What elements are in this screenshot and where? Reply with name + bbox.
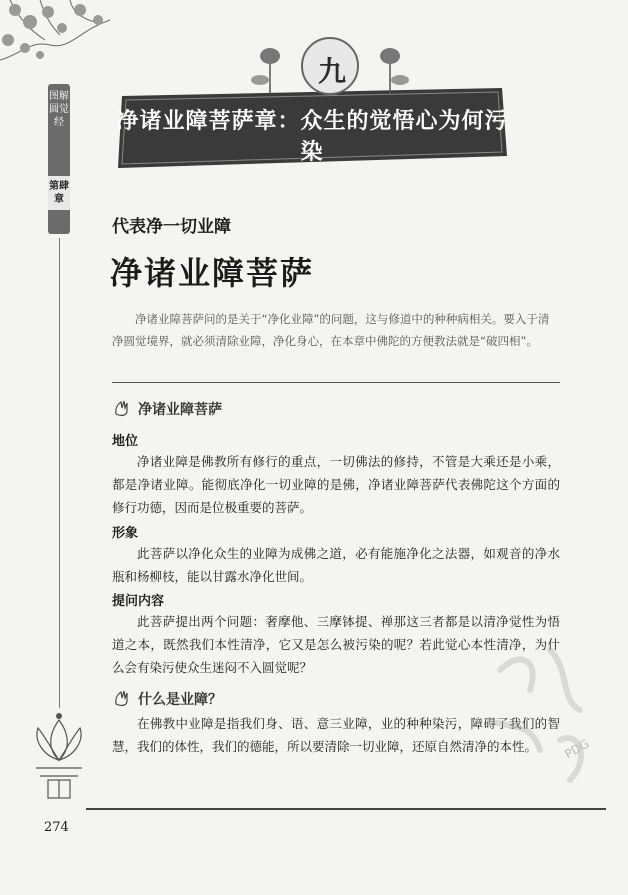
section-heading bbox=[112, 398, 222, 419]
section-heading-label: 什么是业障？ bbox=[138, 692, 222, 708]
book-name-label: 图解圆觉经 bbox=[49, 91, 69, 128]
page-number: 274 bbox=[44, 820, 69, 835]
watermark-stamp-icon bbox=[470, 630, 620, 790]
block-label: 形象 bbox=[112, 526, 139, 541]
side-divider bbox=[59, 238, 60, 708]
chapter-number: 九 bbox=[317, 55, 346, 88]
main-title: 净诸业障菩萨 bbox=[110, 254, 315, 292]
section-divider bbox=[112, 382, 560, 383]
chapter-side-tab bbox=[48, 84, 70, 234]
block-text: 此菩萨以净化众生的业障为成佛之道，必有能施净化之法器，如观音的净水瓶和杨柳枝，能以甘露水净化世间。 bbox=[112, 546, 560, 584]
section-heading-label: 净诸业障菩萨 bbox=[138, 402, 222, 418]
hand-mudra-icon bbox=[112, 688, 132, 708]
section-heading bbox=[112, 688, 222, 709]
block-text: 净诸业障是佛教所有修行的重点，一切佛法的修持，不管是大乘还是小乘，都是净诸业障。能彻底净化一切业障的是佛，净诸业障菩萨代表佛陀这个方面的修行功德，因而是位极重要的菩萨。 bbox=[112, 454, 560, 515]
block-label: 地位 bbox=[112, 434, 139, 449]
tree-ornament-icon bbox=[0, 0, 120, 80]
footer-rule bbox=[86, 808, 606, 810]
section-text: 在佛教中业障是指我们身、语、意三业障，业的种种染污，障碍了我们的智慧，我们的体性，我们的德能，所以要清除一切业障，还原自然清净的本性。 bbox=[112, 716, 560, 754]
chapter-title: 净诸业障菩萨章：众生的觉悟心为何污染 bbox=[116, 108, 508, 165]
block-label: 提问内容 bbox=[112, 594, 165, 609]
lotus-ornament-icon bbox=[28, 710, 90, 805]
kicker-text: 代表净一切业障 bbox=[112, 217, 231, 237]
block-text: 此菩萨提出两个问题：奢摩他、三摩钵提、禅那这三者都是以清净觉性为悟道之本，既然我们本性清净，它又是怎么被污染的呢？若此觉心本性清净，为什么会有染污使众生迷闷不入圆觉呢？ bbox=[112, 614, 560, 675]
hand-mudra-icon bbox=[112, 398, 132, 418]
watermark-text: PDG bbox=[562, 736, 592, 762]
intro-paragraph: 净诸业障菩萨问的是关于“净化业障”的问题，这与修道中的种种病相关。要入于清净圆觉境界，就必须清除业障，净化身心，在本章中佛陀的方便教法就是“破四相”。 bbox=[112, 312, 550, 348]
chapter-label: 第肆章 bbox=[48, 176, 70, 210]
